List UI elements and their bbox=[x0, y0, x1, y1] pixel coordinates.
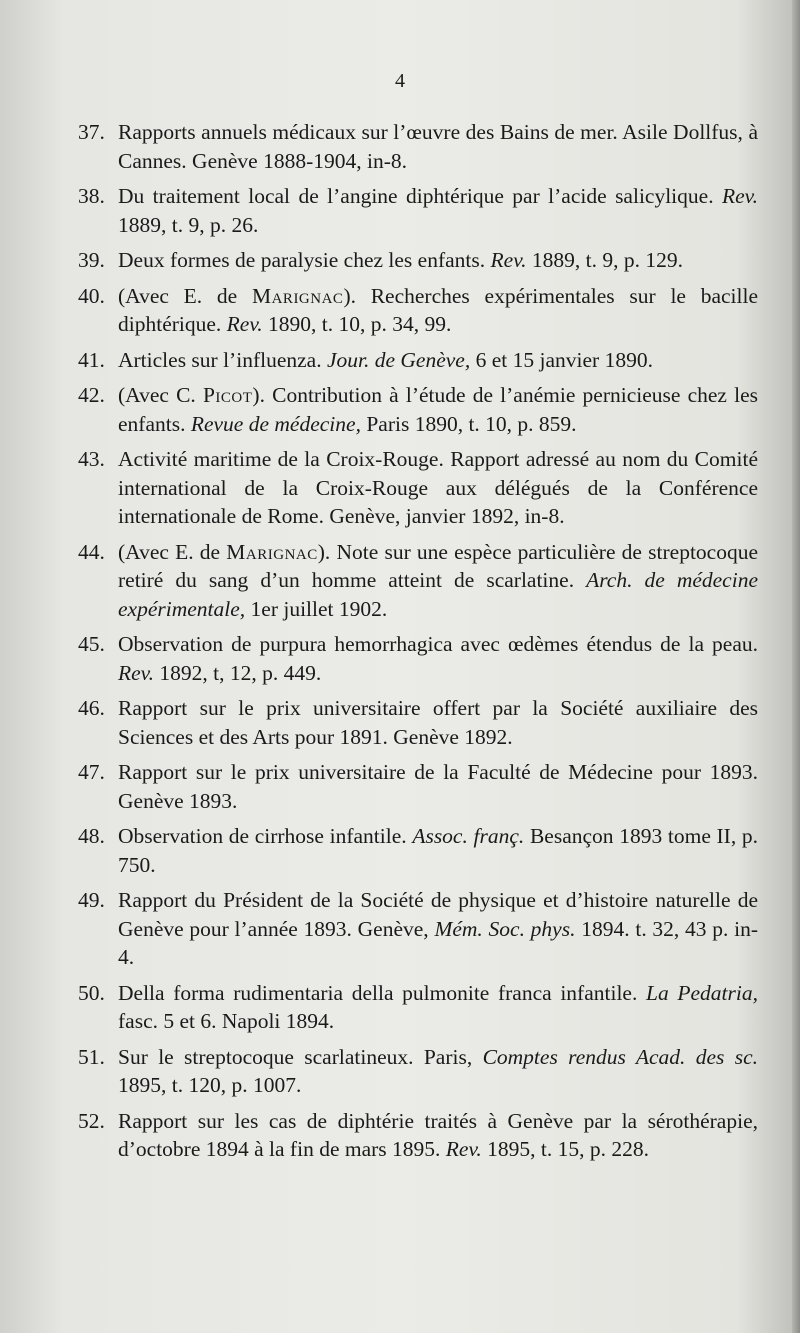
entry-number: 43. bbox=[78, 447, 105, 471]
bibliography-entry bbox=[78, 182, 758, 239]
entry-sc-text: Marignac bbox=[251, 283, 344, 308]
bibliography-entry bbox=[78, 445, 758, 531]
bibliography-entry bbox=[78, 381, 758, 438]
entry-mid-text: ). Recherches expérimentales sur le bacille diphtérique. bbox=[118, 283, 759, 336]
entry-mid-text: ). Contribution à l’étude de l’anémie pernicieuse chez les enfants. bbox=[118, 383, 758, 436]
entry-pre-text: Della forma rudimentaria della pulmonite franca infantile. bbox=[118, 980, 638, 1005]
entry-ital-text: Comptes rendus Acad. des sc. bbox=[482, 1044, 759, 1069]
entry-post-text: Besançon 1893 tome II, p. 750. bbox=[118, 824, 759, 877]
entry-post-text: 1894. t. 32, 43 p. in-4. bbox=[118, 916, 759, 969]
entry-ital-text: Rev. bbox=[226, 312, 263, 336]
entry-ital-text: Arch. de médecine expérimentale, bbox=[118, 568, 758, 621]
entry-pre-text: Rapport du Président de la Société de physique et d’histoire naturelle de Genève pour l’année 1893. Genève, bbox=[118, 888, 758, 941]
entry-post-text: 1889, t. 9, p. 129. bbox=[531, 248, 683, 272]
entry-number: 37. bbox=[78, 120, 105, 144]
entry-sc-text: Picot bbox=[202, 383, 253, 407]
bibliography-entry bbox=[78, 979, 758, 1036]
entry-number: 40. bbox=[78, 283, 105, 308]
entry-number: 42. bbox=[78, 383, 105, 407]
bibliography-entry bbox=[78, 822, 758, 879]
bibliography-entry bbox=[78, 118, 758, 175]
page-edge-shadow bbox=[792, 0, 800, 1333]
entry-post-text: Paris 1890, t. 10, p. 859. bbox=[366, 411, 577, 436]
entry-post-text: 1er juillet 1902. bbox=[250, 596, 388, 621]
entry-number: 44. bbox=[78, 539, 105, 564]
entry-number: 50. bbox=[78, 980, 105, 1005]
bibliography-entry bbox=[78, 886, 758, 972]
entry-post-text: 6 et 15 janvier 1890. bbox=[475, 347, 653, 372]
entry-post-text: 1895, t. 15, p. 228. bbox=[487, 1137, 650, 1161]
bibliography-entry bbox=[78, 1043, 758, 1100]
bibliography-entry bbox=[78, 538, 758, 624]
entry-pre-text: (Avec E. de bbox=[118, 539, 221, 564]
bibliography-entry bbox=[78, 630, 758, 687]
entry-mid-text: ). Note sur une espèce particulière de streptocoque retiré du sang d’un homme atteint de scarlatine. bbox=[118, 539, 759, 592]
entry-post-text: 1889, t. 9, p. 26. bbox=[118, 212, 259, 237]
bibliography-entry bbox=[78, 758, 758, 815]
entry-number: 49. bbox=[78, 888, 105, 912]
entry-ital-text: La Pedatria, bbox=[646, 980, 758, 1005]
entry-pre-text: Observation de cirrhose infantile. bbox=[118, 824, 407, 848]
entry-number: 52. bbox=[78, 1108, 105, 1133]
entry-post-text: fasc. 5 et 6. Napoli 1894. bbox=[118, 1009, 335, 1033]
bibliography-list bbox=[78, 118, 758, 1171]
entry-number: 38. bbox=[78, 184, 105, 208]
entry-number: 39. bbox=[78, 248, 105, 272]
entry-sc-text: Marignac bbox=[226, 539, 318, 564]
entry-pre-text: (Avec E. de bbox=[118, 283, 238, 308]
entry-pre-text: Rapport sur les cas de diphtérie traités à Genève par la sérothérapie, d’octobre 1894 à la fin de mars 1895. bbox=[118, 1108, 758, 1161]
entry-ital-text: Revue de médecine, bbox=[190, 411, 361, 436]
entry-pre-text: Activité maritime de la Croix-Rouge. Rapport adressé au nom du Comité international de la Croix-Rouge aux délégués de la Conférence internationale de Rome. Genève, janvier 1892, in-8. bbox=[118, 447, 758, 528]
entry-ital-text: Rev. bbox=[118, 660, 154, 685]
entry-ital-text: Rev. bbox=[445, 1137, 482, 1161]
entry-pre-text: Sur le streptocoque scarlatineux. Paris, bbox=[118, 1044, 473, 1069]
entry-number: 46. bbox=[78, 696, 105, 720]
bibliography-entry bbox=[78, 1107, 758, 1164]
entry-pre-text: Articles sur l’influenza. bbox=[118, 347, 322, 372]
entry-post-text: 1892, t, 12, p. 449. bbox=[159, 660, 322, 685]
bibliography-entry bbox=[78, 246, 758, 275]
entry-pre-text: (Avec C. bbox=[118, 383, 196, 407]
entry-ital-text: Rev. bbox=[490, 248, 527, 272]
entry-ital-text: Mém. Soc. phys. bbox=[434, 916, 576, 941]
entry-pre-text: Du traitement local de l’angine diphtérique par l’acide salicylique. bbox=[118, 184, 714, 208]
entry-number: 47. bbox=[78, 760, 105, 784]
entry-pre-text: Observation de purpura hemorrhagica avec œdèmes étendus de la peau. bbox=[118, 632, 758, 656]
entry-pre-text: Deux formes de paralysie chez les enfants. bbox=[118, 248, 486, 272]
bibliography-entry bbox=[78, 282, 758, 339]
entry-post-text: 1890, t. 10, p. 34, 99. bbox=[268, 312, 452, 336]
entry-ital-text: Rev. bbox=[722, 184, 758, 208]
bibliography-entry bbox=[78, 694, 758, 751]
bibliography-entry bbox=[78, 346, 758, 375]
entry-number: 41. bbox=[78, 347, 105, 372]
entry-ital-text: Assoc. franç. bbox=[412, 824, 525, 848]
entry-pre-text: Rapport sur le prix universitaire offert par la Société auxiliaire des Sciences et des Arts pour 1891. Genève 1892. bbox=[118, 696, 758, 749]
entry-pre-text: Rapports annuels médicaux sur l’œuvre des Bains de mer. Asile Dollfus, à Cannes. Genève 1888-1904, in-8. bbox=[118, 120, 758, 173]
entry-pre-text: Rapport sur le prix universitaire de la Faculté de Médecine pour 1893. Genève 1893. bbox=[118, 760, 758, 813]
entry-ital-text: Jour. de Genève, bbox=[326, 347, 471, 372]
entry-number: 51. bbox=[78, 1044, 105, 1069]
entry-number: 48. bbox=[78, 824, 105, 848]
page-number: 4 bbox=[395, 70, 405, 92]
entry-number: 45. bbox=[78, 632, 105, 656]
entry-post-text: 1895, t. 120, p. 1007. bbox=[118, 1073, 302, 1097]
